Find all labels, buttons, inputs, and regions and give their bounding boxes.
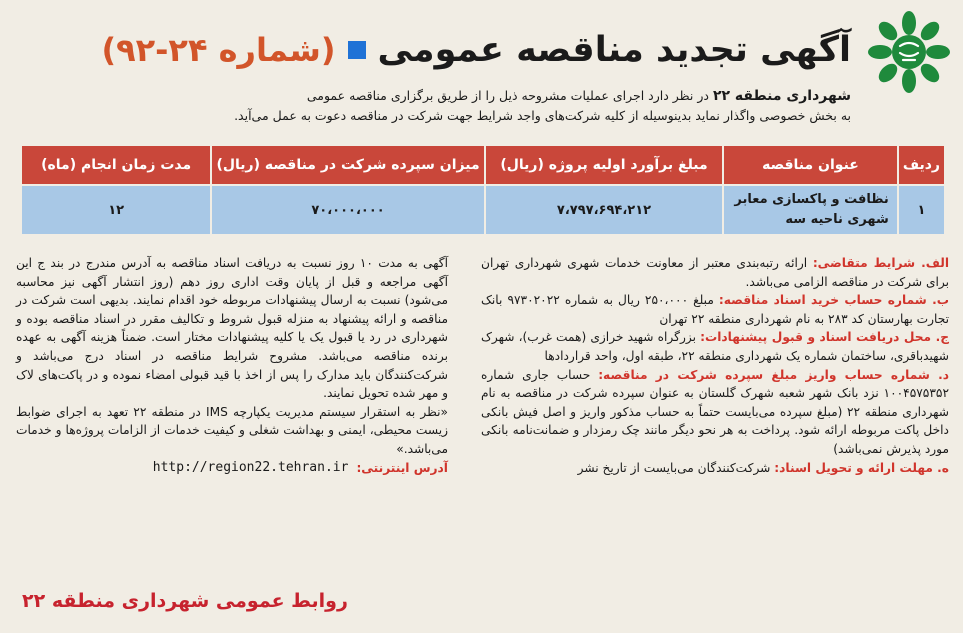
website-link[interactable]: http://region22.tehran.ir	[152, 459, 349, 475]
website-line	[16, 459, 448, 478]
ims-paragraph: «نظر به استقرار سیستم مدیریت یکپارچه IMS در منطقه ۲۲ تعهد به اجرای ضوابط زیست محیطی، ایمنی و بهداشت شغلی و کیفیت خدمات از الزامات پروژه‌ها و خدمات می‌باشد.»	[16, 404, 448, 456]
col-row-header: ردیف	[898, 145, 945, 185]
section-a-text: ارائه رتبه‌بندی معتبر از معاونت خدمات شهری شهرداری تهران برای شرکت در مناقصه الزامی می‌باشد.	[481, 256, 949, 289]
section-c-text: بزرگراه شهید خرازی (همت غرب)، شهرک شهیدباقری، ساختمان شماره یک شهرداری منطقه ۲۲، طبقه اول، واحد قراردادها	[481, 330, 949, 363]
deadline-paragraph: آگهی به مدت ۱۰ روز نسبت به دریافت اسناد مناقصه به آدرس مندرج در بند ج این آگهی مراجعه و قبل از پایان وقت اداری روز دهم (روز انتشار آگهی نیز محاسبه می‌شود) نسبت به ارسال پیشنهادات مربوطه خود اقدام نمایند. بدیهی است شرکت در مناقصه و ارائه پیشنهاد به منزله قبول شروط و تکالیف مقرر در اسناد مناقصه بوده و شهرداری در رد یا قبول یک یا کلیه پیشنهادات مختار است. ضمناً هزینه آگهی به عهده برنده مناقصه می‌باشد. مشروح شرایط مناقصه در اسناد درج می‌باشد و شرکت‌کنندگان باید مدارک را پس از اخذ با قید قبولی امضاء نموده و در پاکت‌های لاک و مهر شده تحویل نمایند.	[16, 256, 448, 401]
section-b-text: مبلغ ۲۵۰،۰۰۰ ریال به شماره ۹۷۳۰۲۰۲۲ بانک تجارت بهارستان کد ۲۸۳ به نام شهرداری منطقه ۲۲ تهران	[481, 293, 949, 326]
org-name: شهرداری منطقه ۲۲	[712, 88, 851, 104]
section-d-heading: د. شماره حساب واریز مبلغ سپرده شرکت در مناقصه:	[598, 367, 949, 382]
section-c-heading: ج. محل دریافت اسناد و قبول پیشنهادات:	[700, 330, 950, 345]
col-estimate-header: مبلغ برآورد اولیه پروژه (ریال)	[485, 145, 723, 185]
section-a-heading: الف. شرایط متقاضی:	[812, 256, 949, 270]
cell-duration: ۱۲	[21, 185, 211, 235]
col-title-header: عنوان مناقصه	[723, 145, 898, 185]
intro-line-1: در نظر دارد اجرای عملیات مشروحه ذیل را از طریق برگزاری مناقصه عمومی	[306, 88, 709, 103]
section-e-heading: ه. مهلت ارائه و تحویل اسناد:	[774, 460, 949, 475]
cell-title: نظافت و پاکسازی معابر شهری ناحیه سه	[723, 185, 898, 235]
cell-estimate: ۷،۷۹۷،۶۹۴،۲۱۲	[485, 185, 723, 235]
cell-row: ۱	[898, 185, 945, 235]
section-b-heading: ب. شماره حساب خرید اسناد مناقصه:	[718, 293, 950, 308]
intro-line-2: به بخش خصوصی واگذار نماید بدینوسیله از کلیه شرکت‌های واجد شرایط جهت شرکت در مناقصه دعوت به عمل می‌آید.	[234, 108, 851, 123]
tehran-municipality-logo	[867, 10, 951, 94]
tender-table	[20, 144, 946, 236]
cell-deposit: ۷۰،۰۰۰،۰۰۰	[211, 185, 485, 235]
table-header-row	[21, 145, 945, 185]
col-deposit-header: میزان سپرده شرکت در مناقصه (ریال)	[211, 145, 485, 185]
col-duration-header: مدت زمان انجام (ماه)	[21, 145, 211, 185]
public-relations-signature: روابط عمومی شهرداری منطقه ۲۲	[22, 590, 348, 612]
notice-title	[101, 22, 851, 78]
section-d-text: حساب جاری شماره ۱۰۰۴۵۷۵۳۵۲ نزد بانک شهر شعبه شهرک گلستان به عنوان سپرده شرکت در مناقصه به نام شهرداری منطقه ۲۲ (مبلغ سپرده می‌بایست حتماً به حساب مذکور واریز و اصل فیش بانکی داخل پاکت مربوطه ارائه شود. پرداخت به هر نحو دیگر مانند چک رمزدار و ضمانت‌نامه بانکی مورد پذیرش نمی‌باشد)	[481, 367, 949, 456]
tender-number: (شماره ۲۴-۹۲)	[101, 31, 336, 69]
section-e-text: شرکت‌کنندگان می‌بایست از تاریخ نشر	[577, 460, 771, 475]
details-column	[16, 254, 448, 477]
website-label: آدرس اینترنتی:	[356, 460, 448, 475]
title-main: آگهی تجدید مناقصه عمومی	[377, 30, 851, 70]
blue-square-icon	[348, 41, 366, 59]
table-row	[21, 185, 945, 235]
intro-paragraph	[116, 86, 851, 125]
conditions-column	[481, 254, 949, 477]
